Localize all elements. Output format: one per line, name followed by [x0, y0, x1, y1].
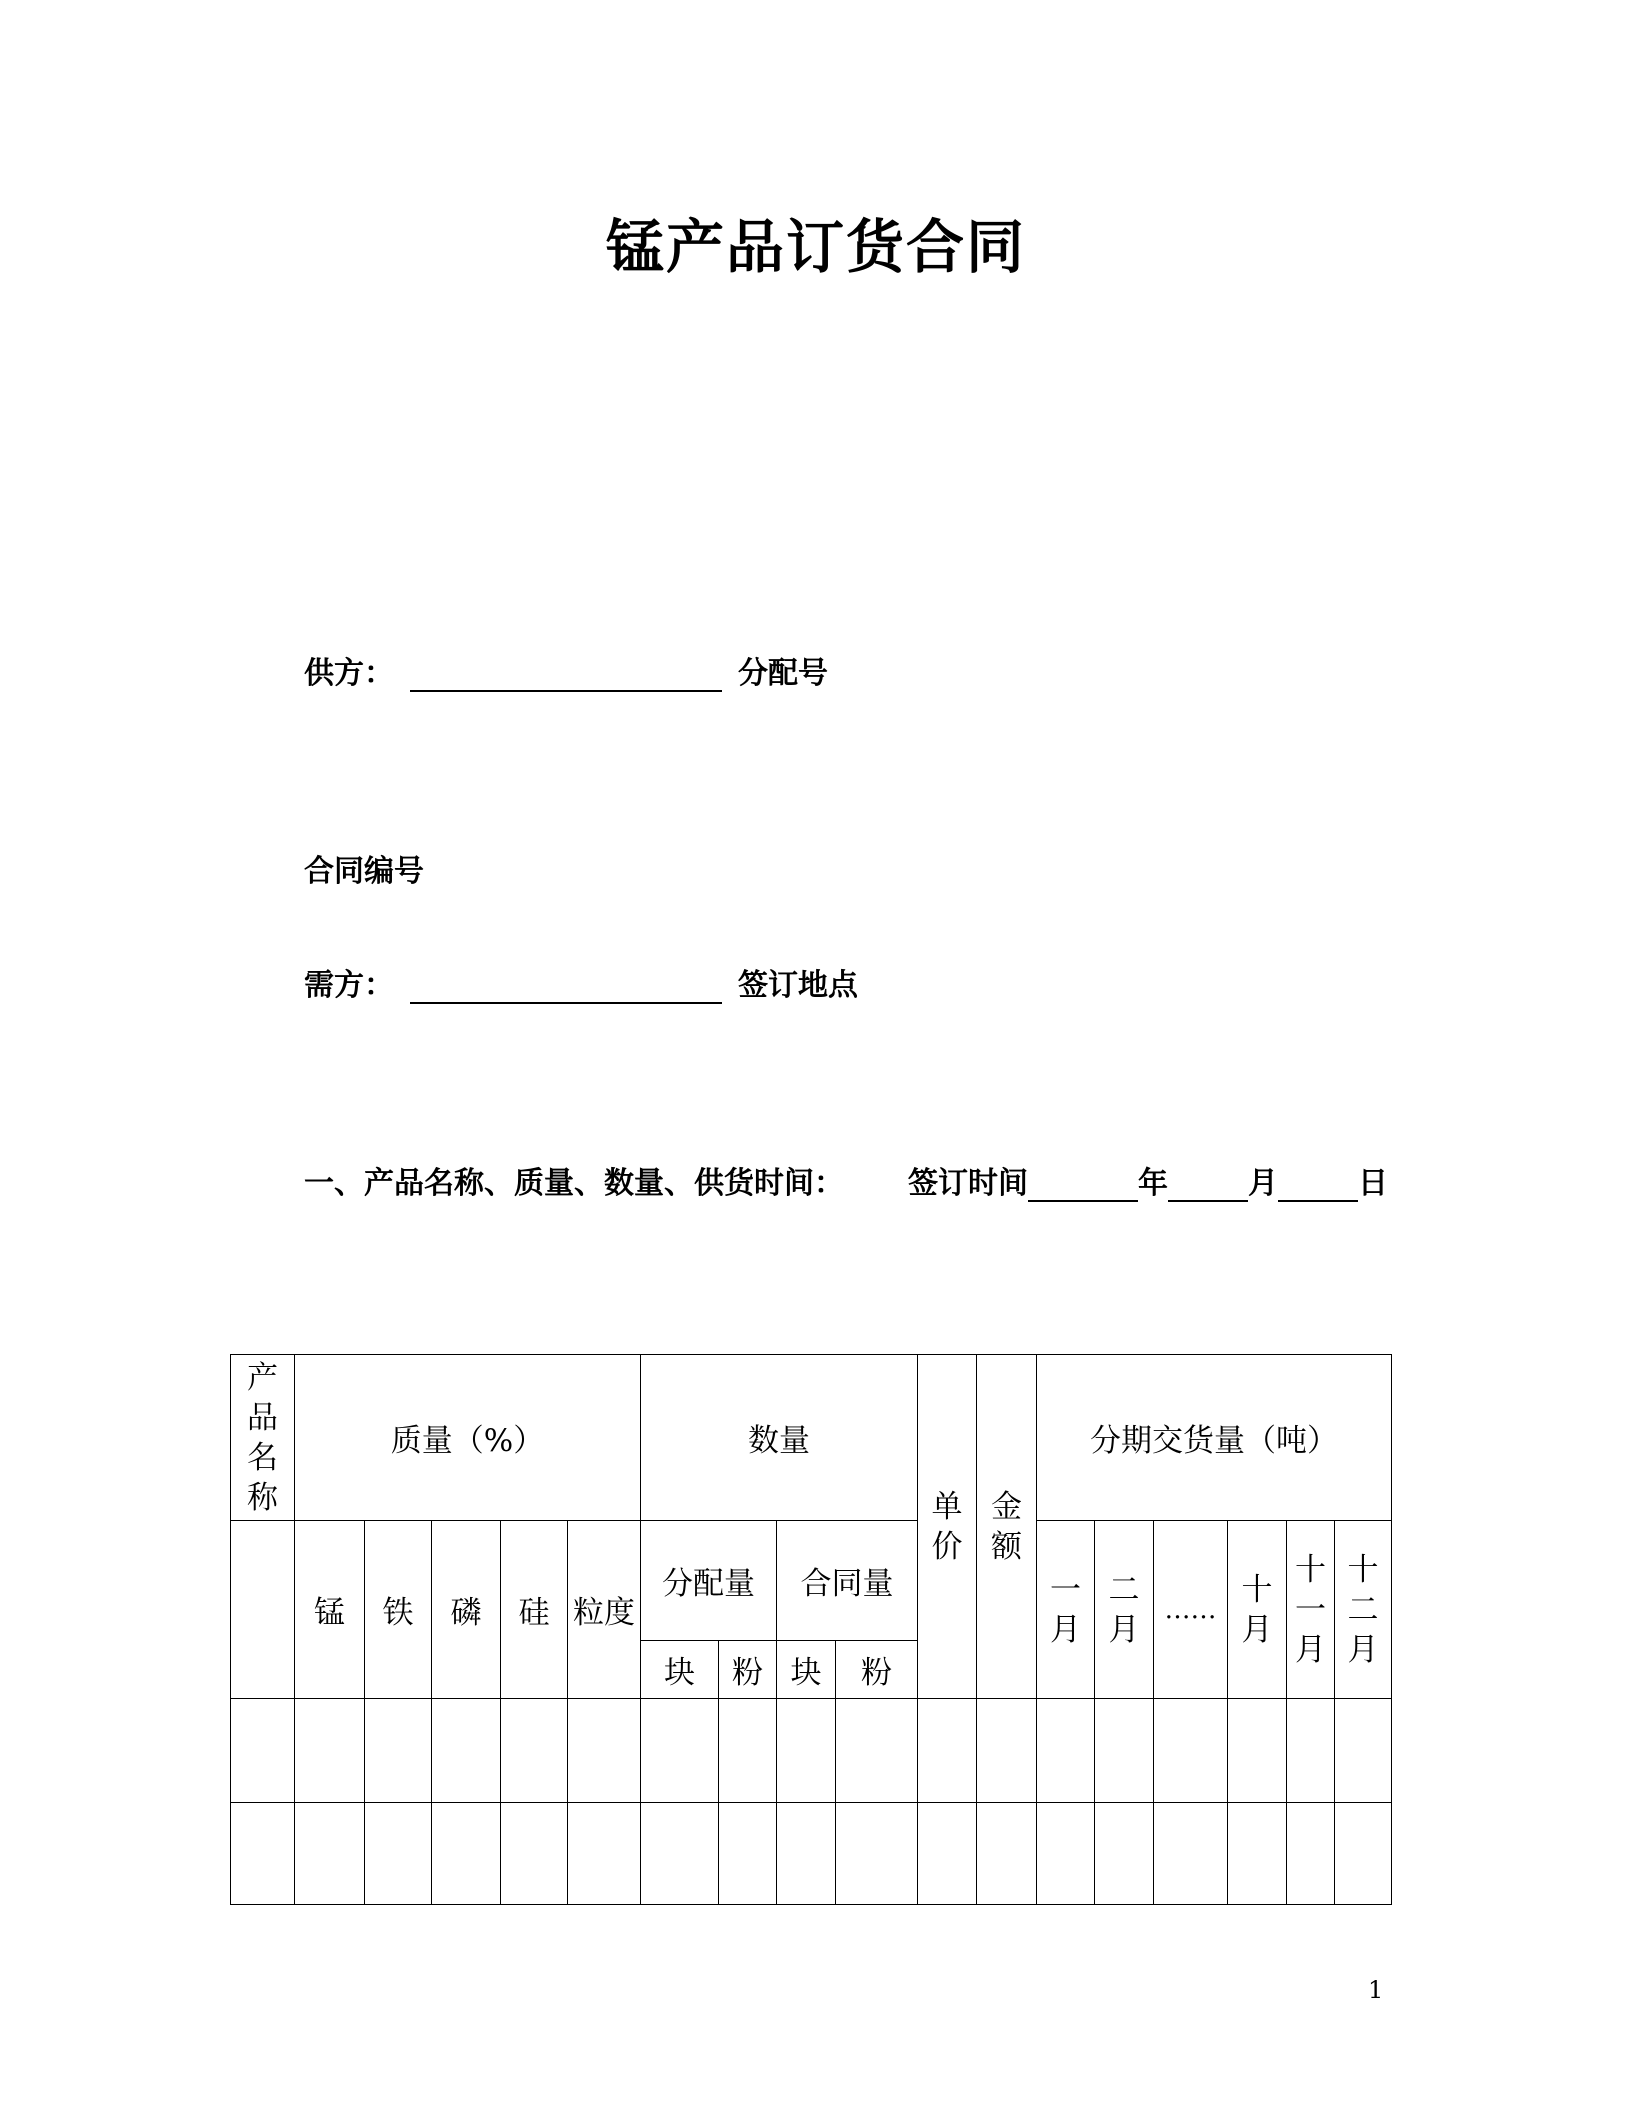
element-header-silicon: 硅	[501, 1521, 568, 1699]
quality-header: 质量（%）	[295, 1355, 641, 1521]
amount-header: 金 额	[977, 1355, 1037, 1699]
contract-number-line	[304, 846, 424, 890]
table-row	[231, 1699, 1392, 1803]
signing-place-label: 签订地点	[738, 968, 858, 1003]
month-header-11: 十 一 月	[1287, 1521, 1335, 1699]
page-number: 1	[1368, 1976, 1384, 2004]
allocation-lump-header: 块	[641, 1641, 719, 1699]
buyer-line	[304, 960, 858, 1004]
allocation-powder-header: 粉	[719, 1641, 777, 1699]
day-blank[interactable]	[1278, 1170, 1358, 1202]
month-header-10: 十 月	[1228, 1521, 1287, 1699]
buyer-blank[interactable]	[410, 972, 722, 1004]
document-title: 锰产品订货合同	[605, 213, 1026, 281]
supplier-blank[interactable]	[410, 660, 722, 692]
contract-qty-header: 合同量	[777, 1521, 918, 1641]
supplier-label: 供方：	[304, 656, 394, 691]
contract-powder-header: 粉	[836, 1641, 918, 1699]
allocation-qty-header: 分配量	[641, 1521, 777, 1641]
buyer-label: 需方：	[304, 968, 394, 1003]
contract-lump-header: 块	[777, 1641, 836, 1699]
order-table	[230, 1354, 1392, 1905]
delivery-header: 分期交货量（吨）	[1037, 1355, 1392, 1521]
supplier-line	[304, 648, 828, 692]
table-row	[231, 1803, 1392, 1905]
month-header-1: 一 月	[1037, 1521, 1095, 1699]
day-label: 日	[1358, 1166, 1388, 1201]
quantity-header: 数量	[641, 1355, 918, 1521]
year-blank[interactable]	[1028, 1170, 1138, 1202]
month-blank[interactable]	[1168, 1170, 1248, 1202]
contract-number-label: 合同编号	[304, 854, 424, 889]
element-header-iron: 铁	[365, 1521, 432, 1699]
element-header-granularity: 粒度	[568, 1521, 641, 1699]
product-name-blank-cell	[231, 1521, 295, 1699]
unit-price-header: 单 价	[918, 1355, 977, 1699]
month-header-12: 十 二 月	[1335, 1521, 1392, 1699]
year-label: 年	[1138, 1166, 1168, 1201]
month-header-2: 二 月	[1095, 1521, 1154, 1699]
month-label: 月	[1248, 1166, 1278, 1201]
section1-heading: 一、产品名称、质量、数量、供货时间：	[304, 1166, 844, 1201]
allocation-number-label: 分配号	[738, 656, 828, 691]
element-header-phosphorus: 磷	[432, 1521, 501, 1699]
section1-line	[304, 1158, 1388, 1202]
element-header-manganese: 锰	[295, 1521, 365, 1699]
month-header-ellipsis: ……	[1154, 1521, 1228, 1699]
product-name-header: 产 品 名 称	[231, 1355, 295, 1521]
signing-time-label: 签订时间	[908, 1166, 1028, 1201]
